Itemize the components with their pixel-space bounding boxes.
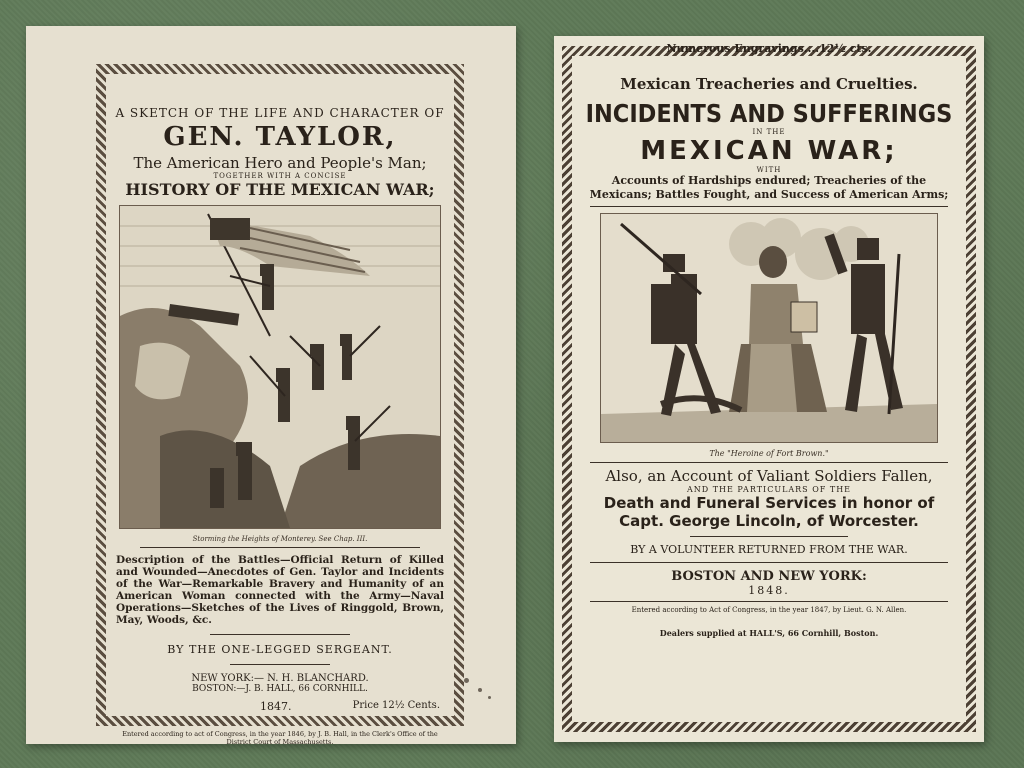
right-particulars: AND THE PARTICULARS OF THE bbox=[686, 485, 852, 494]
left-line1: A SKETCH OF THE LIFE AND CHARACTER OF bbox=[115, 106, 445, 120]
right-with: WITH bbox=[756, 166, 782, 174]
right-volunteer: BY A VOLUNTEER RETURNED FROM THE WAR. bbox=[630, 543, 908, 556]
left-year: 1847. bbox=[260, 700, 292, 713]
left-publisher2: BOSTON:—J. B. HALL, 66 CORNHILL. bbox=[192, 684, 368, 694]
right-capt: Capt. George Lincoln, of Worcester. bbox=[619, 512, 919, 530]
right-engraving bbox=[600, 213, 938, 443]
right-top: Numerous Engravings....12½ cts. bbox=[666, 42, 872, 55]
left-publisher1: NEW YORK:— N. H. BLANCHARD. bbox=[191, 673, 369, 684]
right-dealers: Dealers supplied at HALL'S, 66 Cornhill, Boston. bbox=[659, 628, 879, 638]
left-name: GEN. TAYLOR, bbox=[163, 122, 397, 152]
right-year: 1848. bbox=[748, 584, 790, 597]
right-title1: INCIDENTS AND SUFFERINGS bbox=[585, 99, 953, 128]
left-poster bbox=[26, 26, 516, 744]
left-footer: Entered according to act of Congress, in the year 1846, by J. B. Hall, in the Clerk's Office of the District Court of Massachusetts. bbox=[122, 730, 438, 746]
right-death: Death and Funeral Services in honor of bbox=[603, 494, 935, 512]
right-line1: Mexican Treacheries and Cruelties. bbox=[620, 75, 918, 93]
right-in-the: IN THE bbox=[752, 128, 786, 136]
left-author: BY THE ONE-LEGGED SERGEANT. bbox=[167, 643, 393, 656]
right-caption: The "Heroine of Fort Brown." bbox=[709, 449, 829, 458]
left-line4: TOGETHER WITH A CONCISE bbox=[213, 172, 347, 180]
left-description: Description of the Battles—Official Return of Killed and Wounded—Anecdotes of Gen. Taylor and Incidents of the War—Remarkable Bravery and Humanity of an American Woman connected with the Army—Naval Operations—Sketches of the Lives of Ringgold, Brown, May, Woods, &c. bbox=[116, 554, 444, 626]
left-line5: HISTORY OF THE MEXICAN WAR; bbox=[125, 180, 435, 199]
right-city: BOSTON AND NEW YORK: bbox=[671, 569, 867, 584]
left-line3: The American Hero and People's Man; bbox=[133, 154, 427, 172]
right-poster-content bbox=[580, 36, 958, 638]
right-subtitle: Accounts of Hardships endured; Treacheries of the Mexicans; Battles Fought, and Success of American Arms; bbox=[589, 174, 949, 201]
right-also: Also, an Account of Valiant Soldiers Fallen, bbox=[605, 467, 933, 485]
right-poster bbox=[554, 36, 984, 742]
left-caption: Storming the Heights of Monterey. See Chap. III. bbox=[192, 535, 368, 543]
left-engraving bbox=[119, 205, 441, 529]
right-title2: MEXICAN WAR; bbox=[640, 136, 898, 166]
left-price: Price 12½ Cents. bbox=[352, 700, 440, 711]
left-poster-content bbox=[110, 78, 450, 746]
right-entered: Entered according to Act of Congress, in the year 1847, by Lieut. G. N. Allen. bbox=[631, 606, 907, 614]
